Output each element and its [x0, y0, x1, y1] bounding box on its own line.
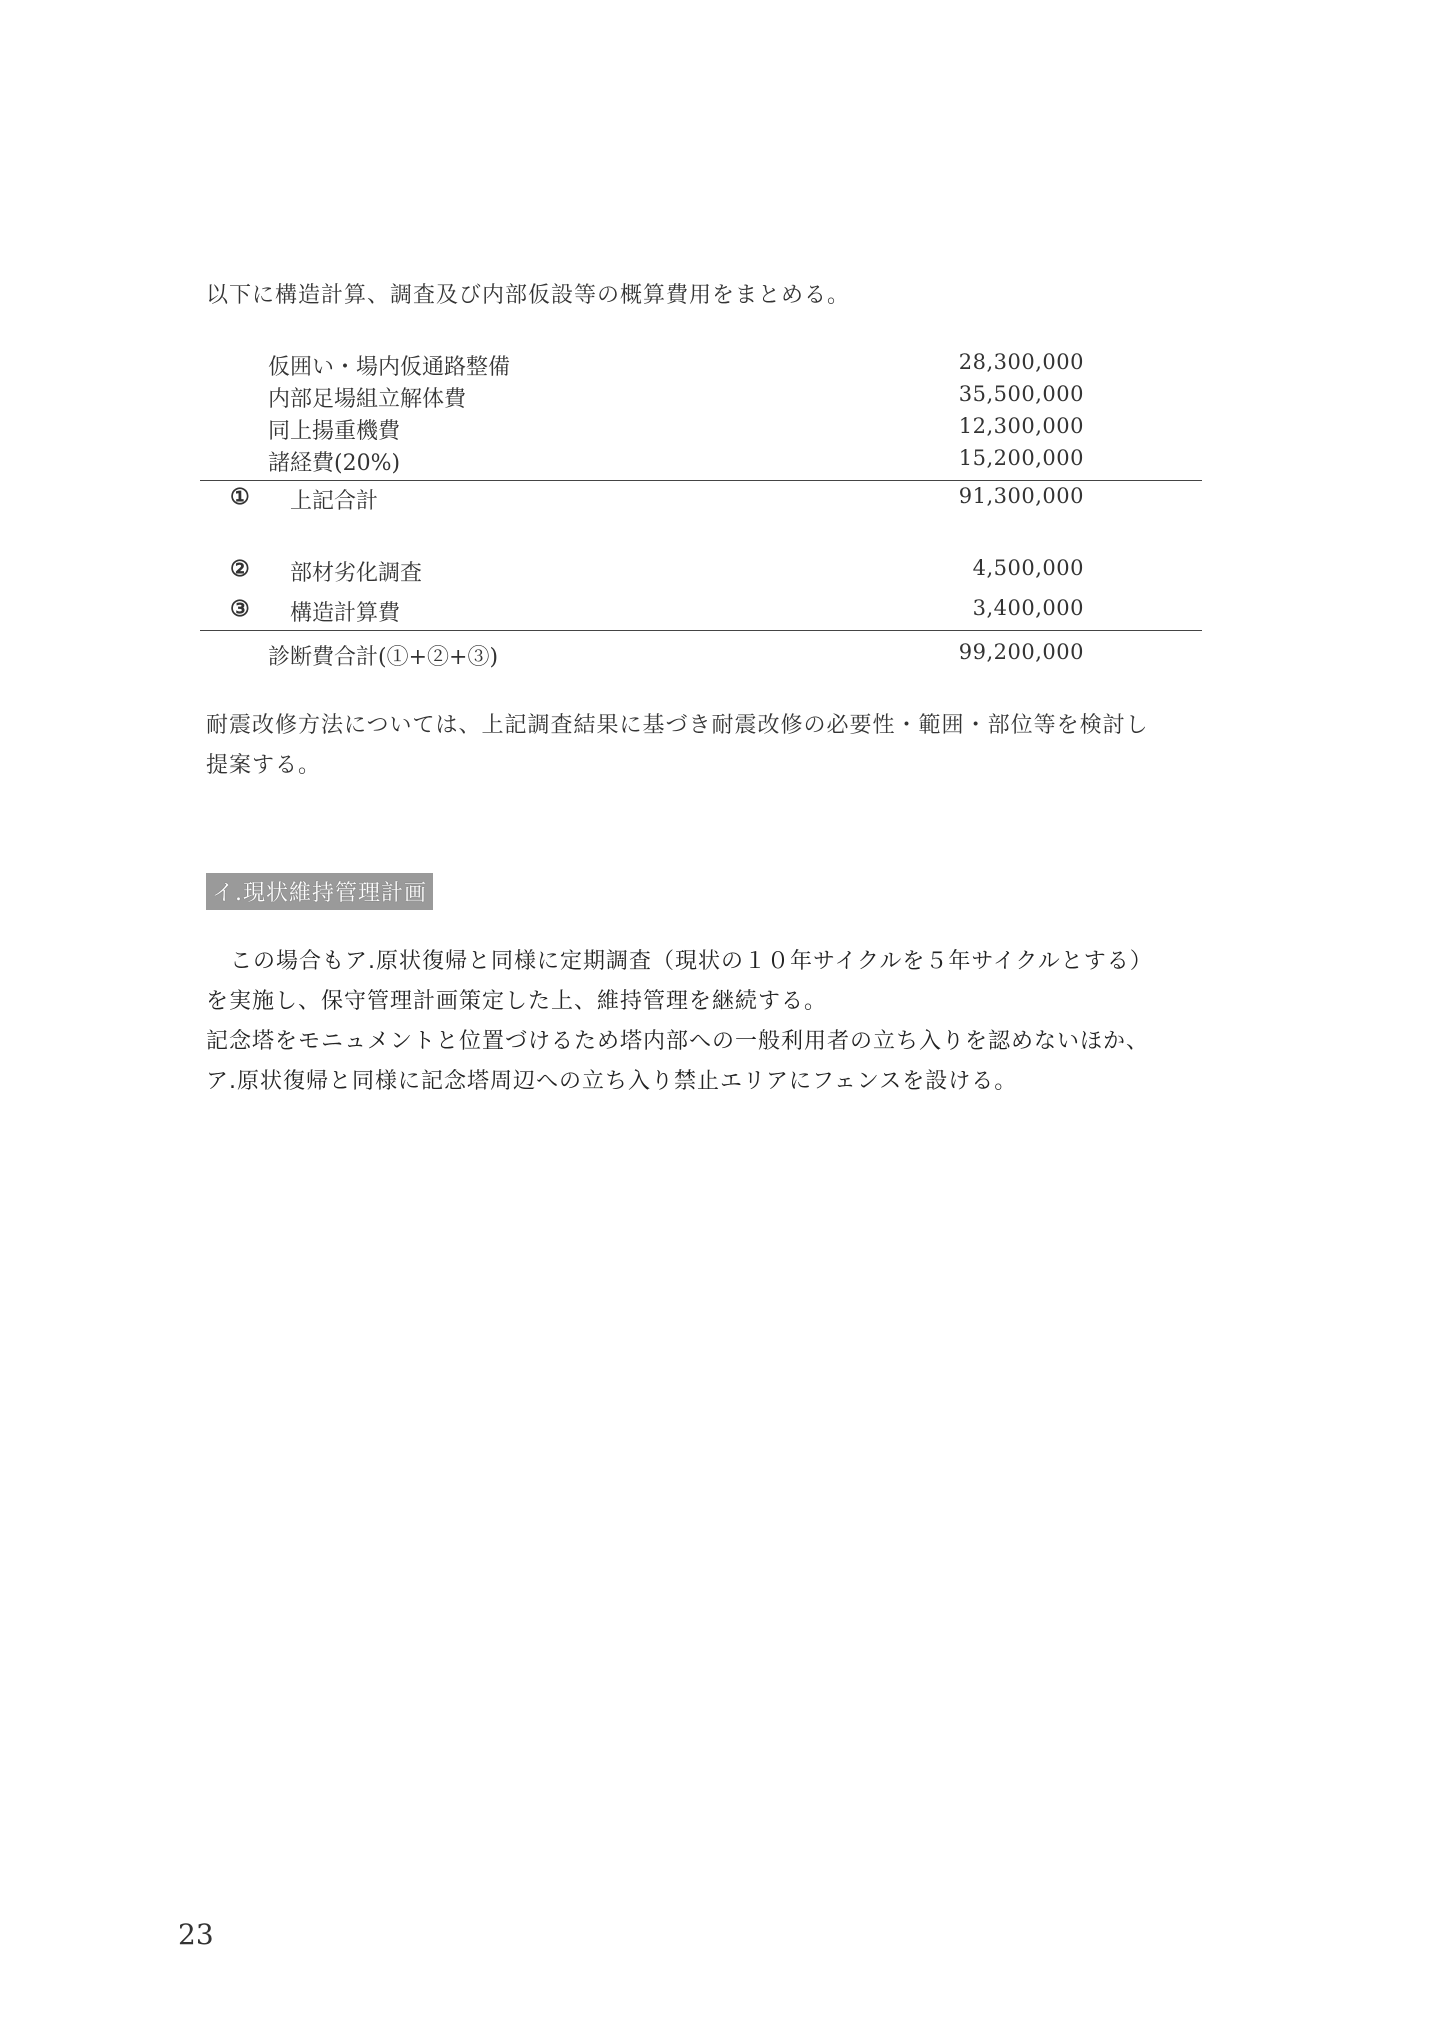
- cost-row: [200, 414, 1202, 446]
- cost-amount: 4,500,000: [972, 556, 1084, 580]
- subtotal-label: 上記合計: [290, 489, 379, 514]
- subtotal-row: [200, 484, 1202, 516]
- cost-label: 内部足場組立解体費: [268, 387, 467, 412]
- item-number: ②: [230, 556, 250, 582]
- cost-label: 部材劣化調査: [290, 561, 423, 586]
- table-divider: [200, 630, 1202, 631]
- cost-row: [200, 350, 1202, 382]
- intro-text: 以下に構造計算、調査及び内部仮設等の概算費用をまとめる。: [206, 283, 851, 308]
- subtotal-amount: 91,300,000: [958, 484, 1084, 508]
- body-paragraph: [206, 942, 1246, 1102]
- cost-amount: 12,300,000: [958, 414, 1084, 438]
- total-amount: 99,200,000: [958, 640, 1084, 664]
- cost-amount: 35,500,000: [958, 382, 1084, 406]
- cost-amount: 28,300,000: [958, 350, 1084, 374]
- paragraph-line: を実施し、保守管理計画策定した上、維持管理を継続する。: [206, 989, 828, 1014]
- cost-label: 諸経費(20%): [268, 451, 401, 476]
- section-heading: イ.現状維持管理計画: [206, 873, 433, 910]
- table-divider: [200, 480, 1202, 481]
- cost-amount: 3,400,000: [972, 596, 1084, 620]
- paragraph-line: 提案する。: [206, 753, 322, 778]
- cost-label: 同上揚重機費: [268, 419, 401, 444]
- page-number: 23: [178, 1918, 214, 1951]
- cost-row: [200, 556, 1202, 588]
- paragraph-line: ア.原状復帰と同様に記念塔周辺への立ち入り禁止エリアにフェンスを設ける。: [206, 1069, 1018, 1094]
- cost-row: [200, 446, 1202, 478]
- cost-label: 仮囲い・場内仮通路整備: [268, 355, 511, 380]
- cost-amount: 15,200,000: [958, 446, 1084, 470]
- total-row: [200, 640, 1202, 672]
- item-number: ③: [230, 596, 250, 622]
- total-label: 診断費合計(①+②+③): [268, 645, 499, 670]
- paragraph-line: 耐震改修方法については、上記調査結果に基づき耐震改修の必要性・範囲・部位等を検討し: [206, 713, 1149, 738]
- paragraph-line: この場合もア.原状復帰と同様に定期調査（現状の１０年サイクルを５年サイクルとする）: [230, 949, 1153, 974]
- cost-label: 構造計算費: [290, 601, 401, 626]
- cost-row: [200, 596, 1202, 628]
- cost-row: [200, 382, 1202, 414]
- seismic-paragraph: [206, 706, 1226, 786]
- item-number: ①: [230, 484, 250, 510]
- paragraph-line: 記念塔をモニュメントと位置づけるため塔内部への一般利用者の立ち入りを認めないほか、: [206, 1029, 1150, 1054]
